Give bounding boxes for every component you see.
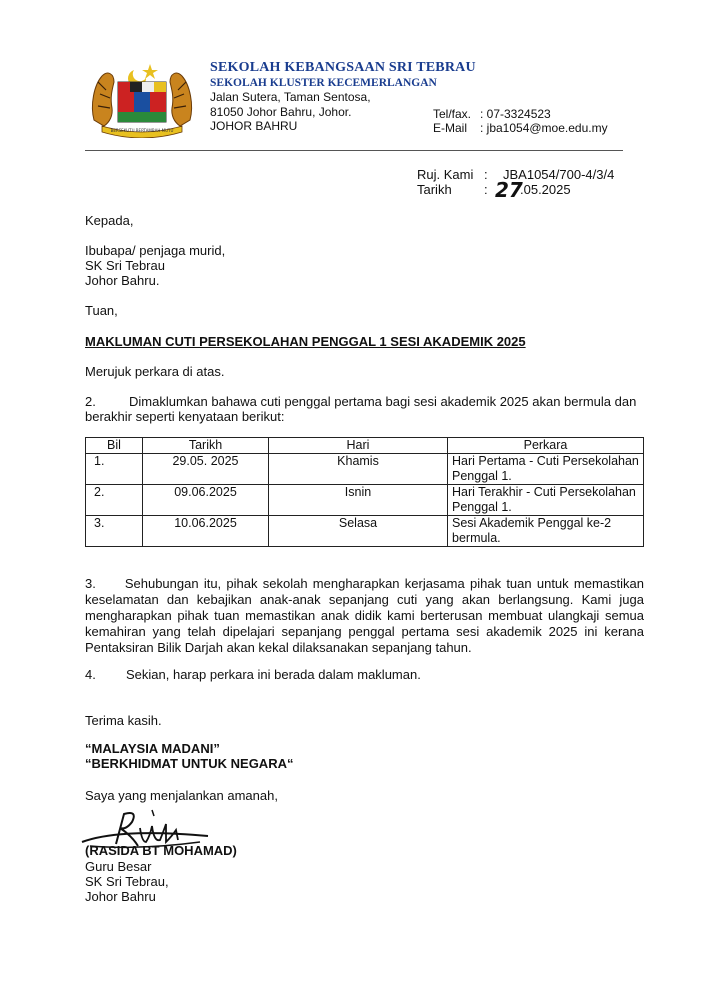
paragraph-2-line-1: Dimaklumkan bahawa cuti penggal pertama bagi sesi akademik 2025 akan bermula dan (129, 394, 637, 409)
letter-subject: MAKLUMAN CUTI PERSEKOLAHAN PENGGAL 1 SESI AKADEMIK 2025 (85, 334, 526, 349)
table-row (86, 454, 644, 485)
paragraph-1: Merujuk perkara di atas. (85, 364, 225, 379)
paragraph-2-number: 2. (85, 394, 96, 409)
ref-label: Ruj. Kami (417, 167, 474, 182)
paragraph-2-line-2: berakhir seperti kenyataan berikut: (85, 409, 285, 424)
paragraph-4-text: Sekian, harap perkara ini berada dalam makluman. (126, 667, 421, 682)
signatory-name: (RASIDA BT MOHAMAD) (85, 843, 237, 858)
cell-perkara: Hari Terakhir - Cuti Persekolahan Penggal 1. (448, 485, 644, 516)
recipient-line-3: Johor Bahru. (85, 273, 160, 288)
signatory-school: SK Sri Tebrau, (85, 874, 169, 889)
tel-value: : 07-3324523 (480, 107, 551, 121)
cell-perkara: Hari Pertama - Cuti Persekolahan Penggal 1. (448, 454, 644, 485)
signatory-position: Guru Besar (85, 859, 152, 874)
address-line-3: JOHOR BAHRU (210, 119, 298, 133)
greeting: Tuan, (85, 303, 118, 318)
tel-label: Tel/fax. (433, 107, 472, 121)
salutation: Kepada, (85, 213, 134, 228)
date-day-handwritten: 27 (495, 178, 523, 202)
header-tarikh: Tarikh (143, 438, 269, 454)
paragraph-4-number: 4. (85, 667, 96, 682)
closing-trust: Saya yang menjalankan amanah, (85, 788, 278, 803)
cell-bil: 2. (86, 485, 143, 516)
address-line-2: 81050 Johor Bahru, Johor. (210, 105, 352, 119)
cell-bil: 1. (86, 454, 143, 485)
date-rest: .05.2025 (520, 182, 571, 197)
date-colon: : (484, 182, 488, 197)
recipient-line-2: SK Sri Tebrau (85, 258, 165, 273)
table-header-row (86, 438, 644, 454)
table-row (86, 516, 644, 547)
signatory-city: Johor Bahru (85, 889, 156, 904)
svg-text:BERSEKUTU BERTAMBAH MUTU: BERSEKUTU BERTAMBAH MUTU (110, 128, 174, 133)
cell-tarikh: 09.06.2025 (143, 485, 269, 516)
holiday-schedule-table (85, 437, 644, 547)
ref-value: JBA1054/700-4/3/4 (503, 167, 615, 182)
cell-hari: Selasa (269, 516, 448, 547)
date-label: Tarikh (417, 182, 452, 197)
header-bil: Bil (86, 438, 143, 454)
cell-tarikh: 29.05. 2025 (143, 454, 269, 485)
closing-thanks: Terima kasih. (85, 713, 162, 728)
cell-perkara: Sesi Akademik Penggal ke-2 bermula. (448, 516, 644, 547)
cell-bil: 3. (86, 516, 143, 547)
address-line-1: Jalan Sutera, Taman Sentosa, (210, 90, 371, 104)
letterhead-divider (85, 150, 623, 151)
motto-malaysia-madani: “MALAYSIA MADANI” (85, 741, 220, 756)
school-crest-logo (88, 60, 196, 138)
ref-colon: : (484, 167, 488, 182)
email-value: : jba1054@moe.edu.my (480, 121, 608, 135)
paragraph-3 (85, 576, 644, 656)
recipient-line-1: Ibubapa/ penjaga murid, (85, 243, 226, 258)
cell-hari: Isnin (269, 485, 448, 516)
motto-berkhidmat: “BERKHIDMAT UNTUK NEGARA“ (85, 756, 294, 771)
table-row (86, 485, 644, 516)
header-perkara: Perkara (448, 438, 644, 454)
school-subtitle: SEKOLAH KLUSTER KECEMERLANGAN (210, 77, 437, 89)
cell-tarikh: 10.06.2025 (143, 516, 269, 547)
school-name: SEKOLAH KEBANGSAAN SRI TEBRAU (210, 60, 476, 75)
paragraph-3-number: 3. (85, 576, 96, 591)
header-hari: Hari (269, 438, 448, 454)
email-label: E-Mail (433, 121, 468, 135)
cell-hari: Khamis (269, 454, 448, 485)
paragraph-3-text: Sehubungan itu, pihak sekolah mengharapkan kerjasama pihak tuan untuk memastikan keselamatan dan kebajikan anak-anak sepanjang cuti yang akan berlangsung. Kami juga mengharapkan pihak tuan memastikan anak didik kami berterusan membuat ulangkaji semua kemahiran yang telah dipelajari sepanjang penggal pertama sesi akademik 2025 ini kerana Pentaksiran Bilik Darjah akan kekal dilaksanakan sepanjang tahun. (85, 576, 644, 655)
